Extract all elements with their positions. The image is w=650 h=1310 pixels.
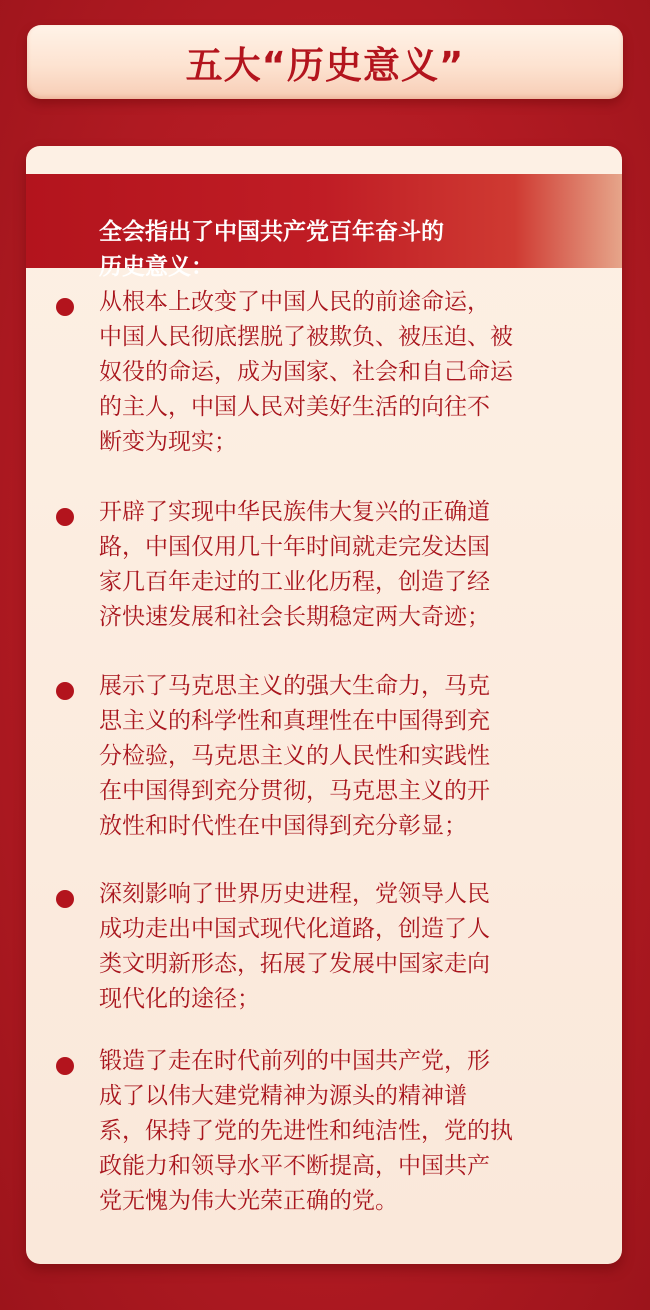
item-text-line: 党无愧为伟大光荣正确的党。: [99, 1188, 398, 1214]
bullet-icon: [56, 1057, 74, 1075]
page-title: 五大“历史意义”: [185, 44, 465, 87]
item-text-line: 奴役的命运，成为国家、社会和自己命运: [99, 359, 513, 385]
item-text-line: 成功走出中国式现代化道路，创造了人: [99, 916, 490, 942]
item-text-line: 的主人，中国人民对美好生活的向往不: [99, 394, 490, 420]
intro-line: 全会指出了中国共产党百年奋斗的: [99, 219, 444, 245]
bullet-icon: [56, 298, 74, 316]
item-text-line: 展示了马克思主义的强大生命力，马克: [99, 673, 490, 699]
bullet-icon: [56, 890, 74, 908]
item-text-line: 家几百年走过的工业化历程，创造了经: [99, 569, 490, 595]
item-text-line: 思主义的科学性和真理性在中国得到充: [99, 708, 490, 734]
item-text-line: 在中国得到充分贯彻，马克思主义的开: [99, 778, 490, 804]
item-text-line: 系，保持了党的先进性和纯洁性，党的执: [99, 1118, 513, 1144]
item-text-line: 济快速发展和社会长期稳定两大奇迹；: [99, 604, 490, 630]
item-text-line: 锻造了走在时代前列的中国共产党，形: [99, 1048, 490, 1074]
item-text-line: 分检验，马克思主义的人民性和实践性: [99, 743, 490, 769]
item-text-line: 断变为现实；: [99, 429, 237, 455]
intro-header: [26, 174, 622, 280]
item-text-line: 放性和时代性在中国得到充分彰显；: [99, 813, 467, 839]
bullet-icon: [56, 682, 74, 700]
bullet-icon: [56, 508, 74, 526]
item-text-line: 政能力和领导水平不断提高，中国共产: [99, 1153, 490, 1179]
item-text-line: 从根本上改变了中国人民的前途命运，: [99, 289, 490, 315]
item-text-line: 开辟了实现中华民族伟大复兴的正确道: [99, 499, 490, 525]
item-text-line: 路，中国仅用几十年时间就走完发达国: [99, 534, 490, 560]
item-text-line: 中国人民彻底摆脱了被欺负、被压迫、被: [99, 324, 513, 350]
item-text-line: 类文明新形态，拓展了发展中国家走向: [99, 951, 490, 977]
title-banner: [27, 25, 623, 99]
item-text-line: 深刻影响了世界历史进程，党领导人民: [99, 881, 490, 907]
item-text-line: 现代化的途径；: [99, 986, 260, 1012]
content-card: [26, 146, 622, 1264]
item-text-line: 成了以伟大建党精神为源头的精神谱: [99, 1083, 467, 1109]
intro-line: 历史意义：: [99, 254, 214, 280]
